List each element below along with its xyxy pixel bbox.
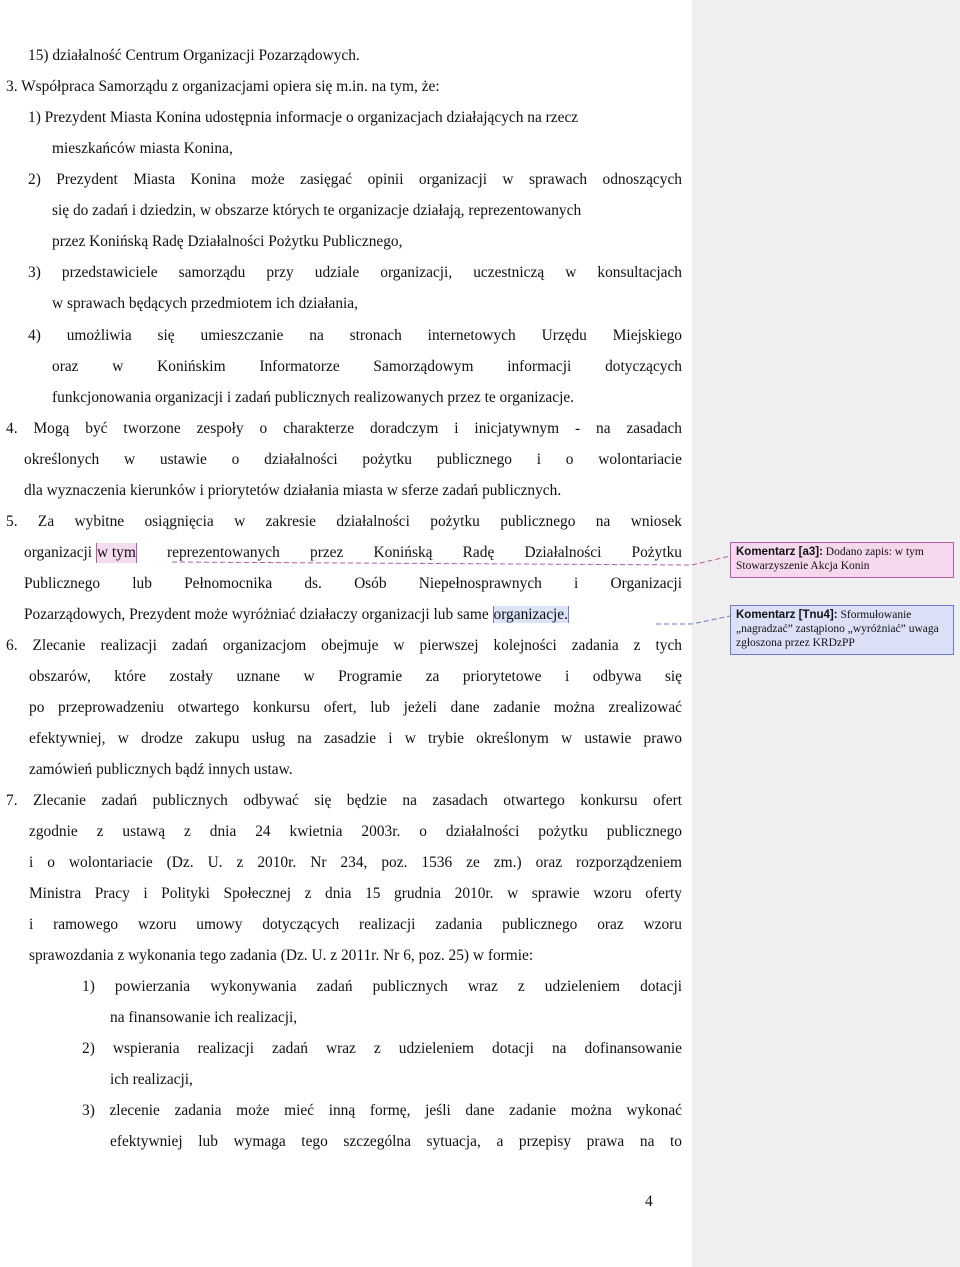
comment-title: Komentarz [Tnu4]: [736, 609, 838, 621]
text-line: 2) wspierania realizacji zadań wraz z udzieleniem dotacji na dofinansowanie [82, 1040, 682, 1057]
comment-title: Komentarz [a3]: [736, 546, 823, 558]
text-line: 7. Zlecanie zadań publicznych odbywać się będzie na zasadach otwartego konkursu ofert [6, 792, 682, 809]
text-line: i o wolontariacie (Dz. U. z 2010r. Nr 234, poz. 1536 ze zm.) oraz rozporządzeniem [29, 854, 682, 871]
comment-balloon-a3[interactable] [730, 542, 954, 578]
text-line: efektywniej lub wymaga tego szczególna sytuacja, a przepisy prawa na to [110, 1133, 682, 1150]
text-line: w sprawach będących przedmiotem ich działania, [52, 295, 358, 312]
text-line: sprawozdania z wykonania tego zadania (Dz. U. z 2011r. Nr 6, poz. 25) w formie: [29, 947, 534, 964]
text-line: mieszkańców miasta Konina, [52, 140, 233, 157]
comment-text: Sformułowanie „nagradzać” zastąpiono „wyróżniać” uwaga zgłoszona przez KRDzPP [736, 609, 939, 649]
text-line: 6. Zlecanie realizacji zadań organizacjom obejmuje w pierwszej kolejności zadania z tych [6, 637, 682, 654]
text-line: oraz w Konińskim Informatorze Samorządowym informacji dotyczących [52, 358, 682, 375]
comment-balloon-tnu4[interactable] [730, 605, 954, 655]
text-line: przez Konińską Radę Działalności Pożytku Publicznego, [52, 233, 403, 250]
text-line: 3. Współpraca Samorządu z organizacjami opiera się m.in. na tym, że: [6, 78, 440, 95]
text-line: i ramowego wzoru umowy dotyczących realizacji zadania publicznego oraz wzoru [29, 916, 682, 933]
text-line: 2) Prezydent Miasta Konina może zasięgać opinii organizacji w sprawach odnoszących [28, 171, 682, 188]
text-line: 5. Za wybitne osiągnięcia w zakresie działalności pożytku publicznego na wniosek [6, 513, 682, 530]
text-line: obszarów, które zostały uznane w Programie za priorytetowe i odbywa się [29, 668, 682, 685]
text-line: 3) zlecenie zadania może mieć inną formę, jeśli dane zadanie można wykonać [82, 1102, 682, 1119]
text-line: efektywniej, w drodze zakupu usług na zasadzie i w trybie określonym w ustawie prawo [29, 730, 682, 747]
comment-anchor-tnu4[interactable]: organizacje. [493, 606, 568, 623]
text-line: na finansowanie ich realizacji, [110, 1009, 298, 1026]
text-line: określonych w ustawie o działalności pożytku publicznego i o wolontariacie [24, 451, 682, 468]
text-line: się do zadań i dziedzin, w obszarze których te organizacje działają, reprezentowanych [52, 202, 582, 219]
text-line: dla wyznaczenia kierunków i priorytetów działania miasta w sferze zadań publicznych. [24, 482, 562, 499]
text-line: zgodnie z ustawą z dnia 24 kwietnia 2003r. o działalności pożytku publicznego [29, 823, 682, 840]
text-fragment: Pozarządowych, Prezydent może wyróżniać działaczy organizacji lub same [24, 606, 493, 623]
page-number: 4 [645, 1193, 653, 1210]
comment-text: Dodano zapis: w tym Stowarzyszenie Akcja Konin [736, 546, 924, 572]
text-fragment: organizacji [24, 544, 96, 561]
text-line: 4. Mogą być tworzone zespoły o charakterze doradczym i inicjatywnym - na zasadach [6, 420, 682, 437]
text-line: 3) przedstawiciele samorządu przy udziale organizacji, uczestniczą w konsultacjach [28, 264, 682, 281]
text-line: Ministra Pracy i Polityki Społecznej z dnia 15 grudnia 2010r. w sprawie wzoru oferty [29, 885, 682, 902]
text-line: funkcjonowania organizacji i zadań publicznych realizowanych przez te organizacje. [52, 389, 575, 406]
text-line: 4) umożliwia się umieszczanie na stronach internetowych Urzędu Miejskiego [28, 327, 682, 344]
text-line: po przeprowadzeniu otwartego konkursu ofert, lub jeżeli dane zadanie można zrealizować [29, 699, 682, 716]
text-line: ich realizacji, [110, 1071, 193, 1088]
text-line: 1) powierzania wykonywania zadań publicznych wraz z udzieleniem dotacji [82, 978, 682, 995]
text-fragment: reprezentowanych przez Konińską Radę Działalności Pożytku [136, 544, 682, 561]
text-line: Publicznego lub Pełnomocnika ds. Osób Niepełnosprawnych i Organizacji [24, 575, 682, 592]
text-line-with-comment [24, 543, 682, 563]
text-line: zamówień publicznych bądź innych ustaw. [29, 761, 293, 778]
text-line: 15) działalność Centrum Organizacji Pozarządowych. [28, 47, 360, 64]
text-line-with-comment [24, 605, 569, 625]
text-line: 1) Prezydent Miasta Konina udostępnia informacje o organizacjach działających na rzecz [28, 109, 579, 126]
comment-anchor-a3[interactable]: w tym [96, 544, 136, 561]
